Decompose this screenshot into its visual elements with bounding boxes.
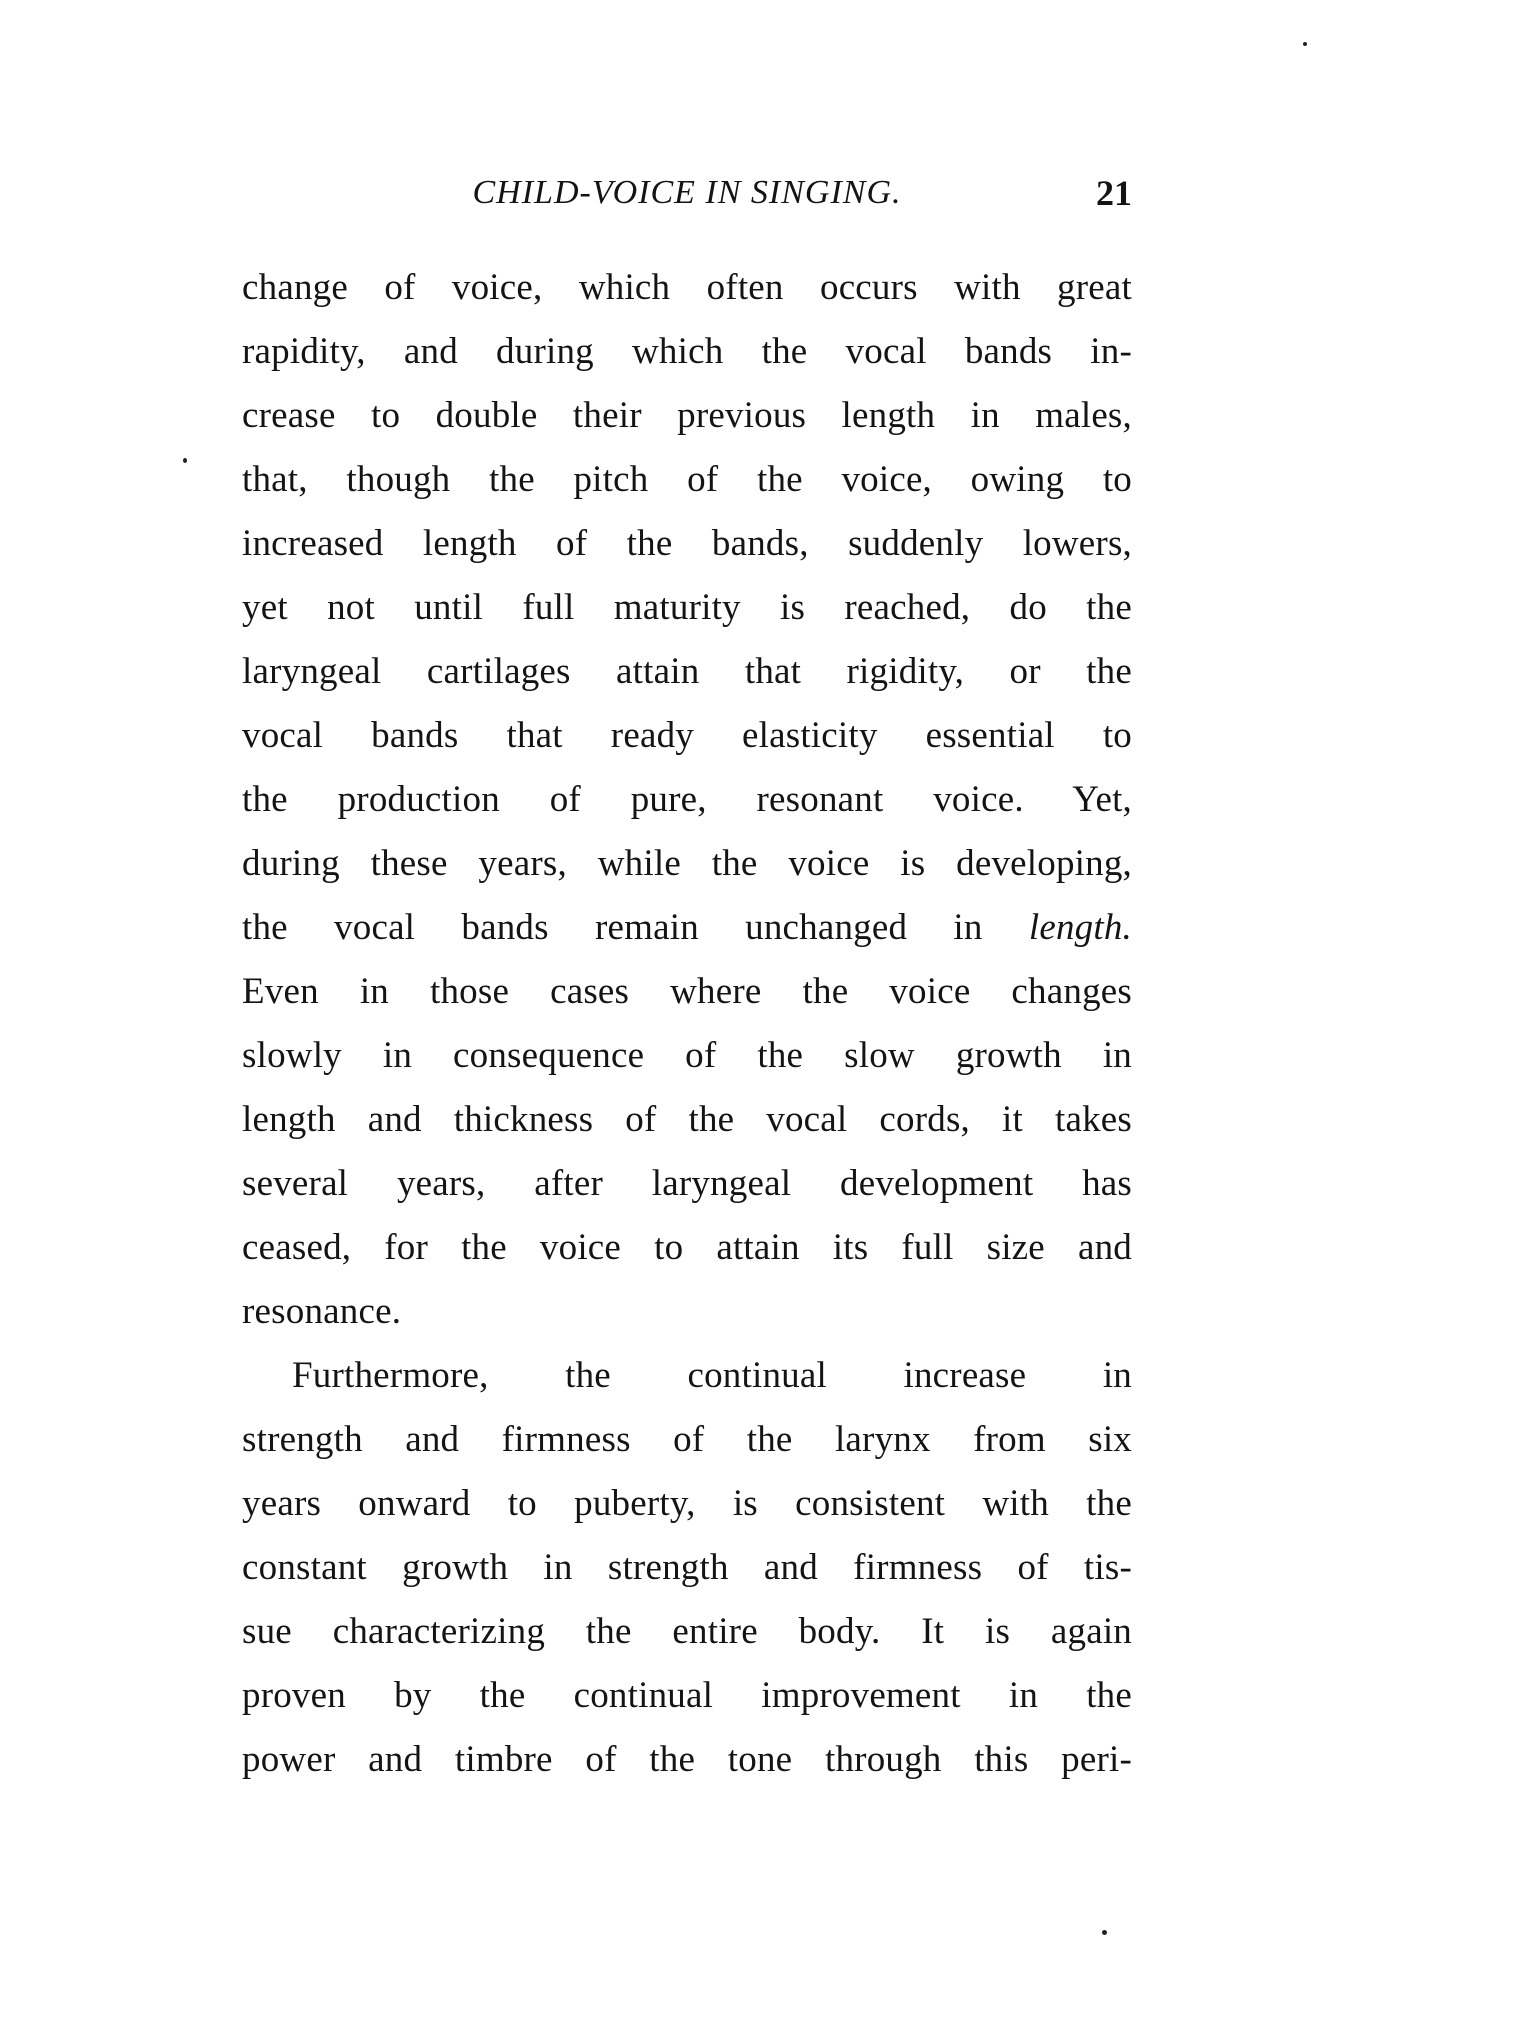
text-line: length and thickness of the vocal cords, it takes: [242, 1099, 1132, 1140]
text-line: that, though the pitch of the voice, owing to: [242, 459, 1132, 500]
running-head: [242, 170, 1132, 220]
text-line: ceased, for the voice to attain its full size and: [242, 1227, 1132, 1268]
text-line: vocal bands that ready elasticity essential to: [242, 715, 1132, 756]
text-line: proven by the continual improvement in the: [242, 1675, 1132, 1716]
text-line: several years, after laryngeal development has: [242, 1163, 1132, 1204]
scan-speck: [183, 458, 187, 463]
running-head-title: CHILD-VOICE IN SINGING.: [472, 174, 902, 211]
scan-speck: [1102, 1930, 1107, 1935]
paragraph-1: [242, 256, 1132, 1344]
text-line: strength and firmness of the larynx from six: [242, 1419, 1132, 1460]
text-line: Furthermore, the continual increase in: [292, 1355, 1132, 1396]
paragraph-2: [242, 1344, 1132, 1792]
body-text: [242, 256, 1132, 1792]
scan-speck: [1303, 42, 1307, 46]
text-line: years onward to puberty, is consistent with the: [242, 1483, 1132, 1524]
text-line: rapidity, and during which the vocal bands in-: [242, 331, 1132, 372]
text-line: the production of pure, resonant voice. Yet,: [242, 779, 1132, 820]
text-line-with-italic: [242, 896, 1132, 960]
line-text: the vocal bands remain unchanged in length.: [242, 907, 1132, 948]
text-line: change of voice, which often occurs with great: [242, 267, 1132, 308]
italic-emphasis: length.: [1028, 907, 1132, 948]
text-line: slowly in consequence of the slow growth in: [242, 1035, 1132, 1076]
text-line: sue characterizing the entire body. It is again: [242, 1611, 1132, 1652]
text-line: increased length of the bands, suddenly lowers,: [242, 523, 1132, 564]
page-number: 21: [1096, 173, 1132, 213]
text-line: Even in those cases where the voice changes: [242, 971, 1132, 1012]
text-line: yet not until full maturity is reached, do the: [242, 587, 1132, 628]
text-line: power and timbre of the tone through this peri-: [242, 1739, 1132, 1780]
text-line: laryngeal cartilages attain that rigidity, or the: [242, 651, 1132, 692]
text-line: constant growth in strength and firmness of tis-: [242, 1547, 1132, 1588]
text-line: resonance.: [242, 1291, 402, 1332]
text-line: crease to double their previous length in males,: [242, 395, 1132, 436]
text-line: during these years, while the voice is developing,: [242, 843, 1132, 884]
